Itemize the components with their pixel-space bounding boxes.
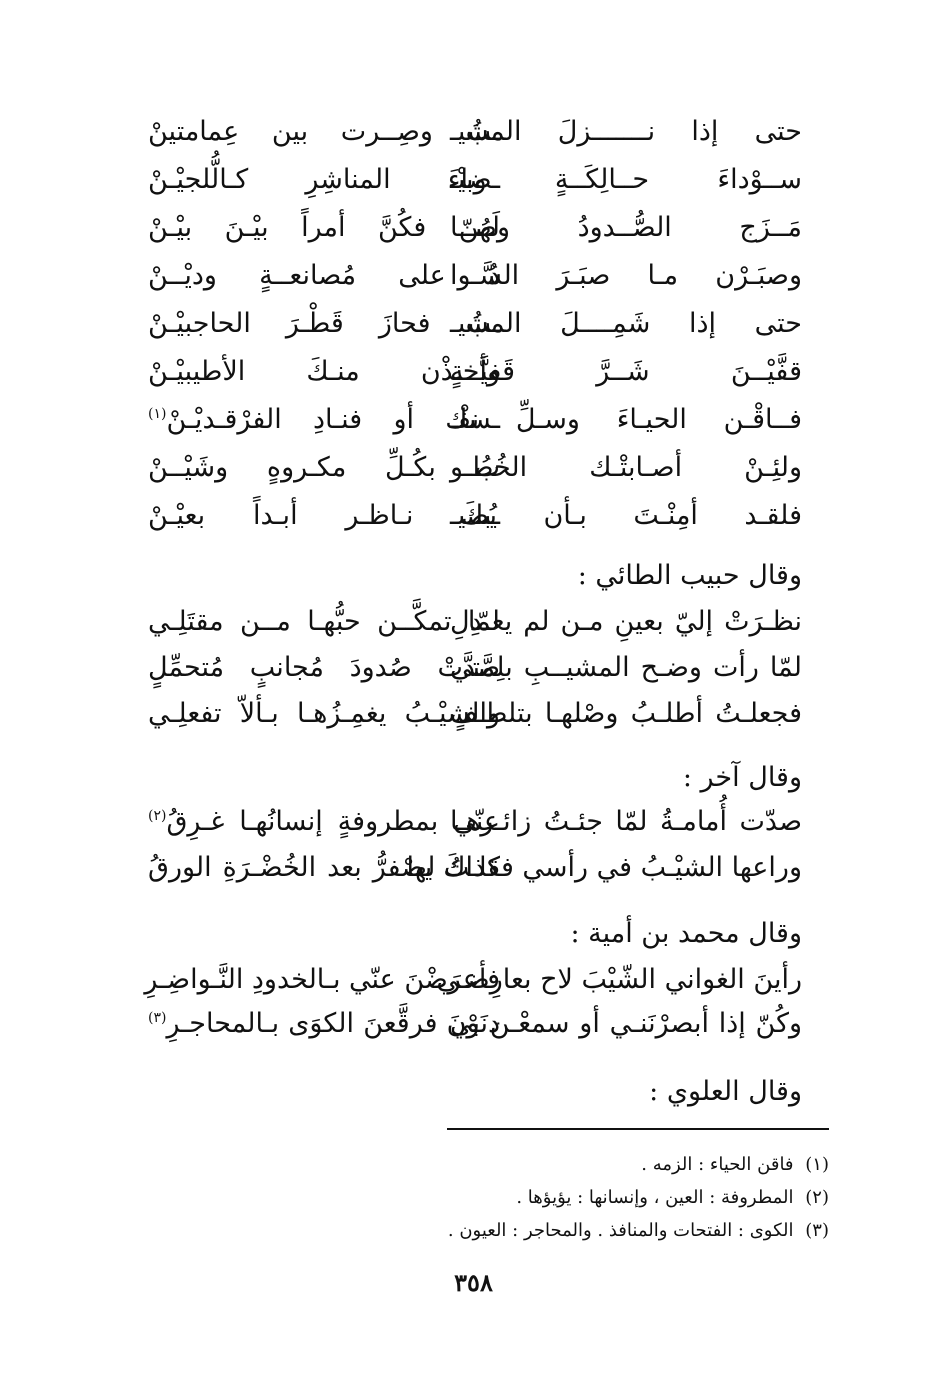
verse-right-hemistich: صدّت أُمامـةُ لمّا جئـتُ زائـرهـا — [450, 806, 802, 837]
verse-right-hemistich: ســوْداءَ حــالِكَــةٍ وبيْـ — [450, 164, 802, 195]
verse-line — [0, 956, 947, 1004]
verse-left-hemistich: لَهُنّ فكُنَّ أمراً بيْـنَ بيْـنْ — [148, 212, 500, 243]
verse-line — [0, 644, 947, 692]
verse-right-hemistich: فجعلـتُ أطلـبُ وصْلهـا بتلطـفٍ — [450, 698, 802, 729]
hemistich-text: دنَوْنَ فرقَّعنَ الكوَى بـالمحاجـرِ — [166, 1008, 500, 1039]
verse-line — [0, 156, 947, 204]
hemistich-text: عنّي بمطروفةٍ إنسانُهـا غـرِقُ — [166, 806, 500, 837]
verse-left-hemistich: صدَّتْ صُدودَ مُجانبٍ مُتحمِّلٍ — [148, 652, 500, 683]
footnote — [109, 1148, 829, 1181]
footnote-text: فاقن الحياء : الزمه . — [641, 1154, 794, 1175]
footnote-number: (١) — [805, 1154, 829, 1175]
verse-left-hemistich: فأعرَضْنَ عنّي بـالخدودِ النَّـواضِـرِ — [144, 964, 500, 995]
verse-line — [0, 598, 947, 646]
verse-line — [0, 396, 947, 444]
footnote-text: المطروفة : العين ، وإنسانها : يؤيؤها . — [516, 1187, 794, 1208]
verse-right-hemistich: وكُنّ إذا أبصرْنَنـي أو سمعْـن بي — [450, 1008, 802, 1039]
verse-right-hemistich: وصبَـرْن مـا صبَـرَ السَّـوا — [450, 260, 802, 291]
footnote-separator — [447, 1128, 829, 1130]
verse-left-hemistich — [148, 1000, 500, 1048]
verse-left-hemistich: ـبُ وصِــرت بين عِمامتينْ — [148, 116, 500, 147]
verse-right-hemistich: لمّا رأت وضـح المشيــبِ بلِمَّتي — [450, 652, 802, 683]
page-number: ٣٥٨ — [454, 1268, 493, 1297]
verse-right-hemistich: حتى إذا شَمِــــلَ المشيـ — [450, 308, 802, 339]
verse-line — [0, 300, 947, 348]
verse-line — [0, 108, 947, 156]
verse-line — [0, 798, 947, 846]
footnote-marker: (٢) — [148, 808, 167, 824]
footnotes — [109, 1148, 829, 1247]
verse-line — [0, 690, 947, 738]
verse-left-hemistich: ـضاءَ المناشِرِ كـالُّلجيْـنْ — [148, 164, 500, 195]
verse-left-hemistich: كذاكَ يصْفرُّ بعد الخُضْـرَةِ الورقُ — [148, 852, 500, 883]
verse-line — [0, 844, 947, 892]
verse-right-hemistich: مَــزَج الصُّــدودُ وصــا — [450, 212, 802, 243]
footnote-marker: (٣) — [148, 1010, 167, 1026]
verse-line — [0, 252, 947, 300]
poem-intro: وقال محمد بن أمية : — [570, 918, 802, 949]
footnote-number: (٣) — [805, 1220, 829, 1241]
poem-intro: وقال آخر : — [682, 762, 802, 793]
verse-line — [0, 492, 947, 540]
footnote-number: (٢) — [805, 1187, 829, 1208]
verse-right-hemistich: حتى إذا نـــــــزلَ المشيـ — [450, 116, 802, 147]
poem-intro: وقال العلوي : — [649, 1076, 802, 1107]
verse-left-hemistich: بُ بكُـلِّ مكـروهٍ وشَيْــنْ — [148, 452, 500, 483]
footnote-marker: (١) — [148, 406, 167, 422]
verse-right-hemistich: رأينَ الغواني الشّيْبَ لاح بعارِضـي — [436, 964, 802, 995]
footnote-text: الكوى : الفتحات والمنافذ . والمحاجر : العيون . — [447, 1220, 794, 1241]
verse-left-hemistich: دُ على مُصانعــةٍ وديْــنْ — [148, 260, 500, 291]
verse-left-hemistich: لمّا تمكَّــن حبُّهـا مــن مقتَلِـي — [148, 606, 500, 637]
footnote — [109, 1214, 829, 1247]
verse-left-hemistich: ـبكَ نـاظـر أبـداً بعيْـنْ — [148, 500, 500, 531]
verse-line — [0, 444, 947, 492]
verse-left-hemistich: ـبُ فحازَ قَطْـرَ الحاجبيْـنْ — [148, 308, 500, 339]
verse-left-hemistich: وأخـذْن منـكَ الأطيبيْـنْ — [148, 356, 500, 387]
verse-right-hemistich: فلقـد أمِنْـتَ بـأن يُصيـ — [450, 500, 802, 531]
poem-intro: وقال حبيب الطائي : — [577, 560, 802, 591]
verse-right-hemistich: وراعها الشيْـبُ في رأسي فقلـتُ لها — [406, 852, 802, 883]
verse-right-hemistich: نظـرَتْ إليّ بعينِ مـن لم يعـدِلِ — [450, 606, 802, 637]
verse-left-hemistich — [148, 798, 500, 846]
verse-right-hemistich: فــاقْـن الحيـاءَ وسـلِّ نفْـ — [450, 404, 802, 435]
verse-right-hemistich: ولئِـنْ أصـابتْـك الخُطـو — [450, 452, 802, 483]
footnote — [109, 1181, 829, 1214]
verse-right-hemistich: قفَّيْــنَ شَــرَّ قَفيَّــةٍ — [450, 356, 802, 387]
verse-line — [0, 348, 947, 396]
verse-left-hemistich: والشيْـبُ يغمِـزُهـا بـألاّ تفعلِـي — [148, 698, 500, 729]
verse-line — [0, 1000, 947, 1048]
hemistich-text: ـسك أو فنـادِ الفرْقـديْـنْ — [166, 404, 500, 435]
verse-left-hemistich — [148, 396, 500, 444]
verse-line — [0, 204, 947, 252]
